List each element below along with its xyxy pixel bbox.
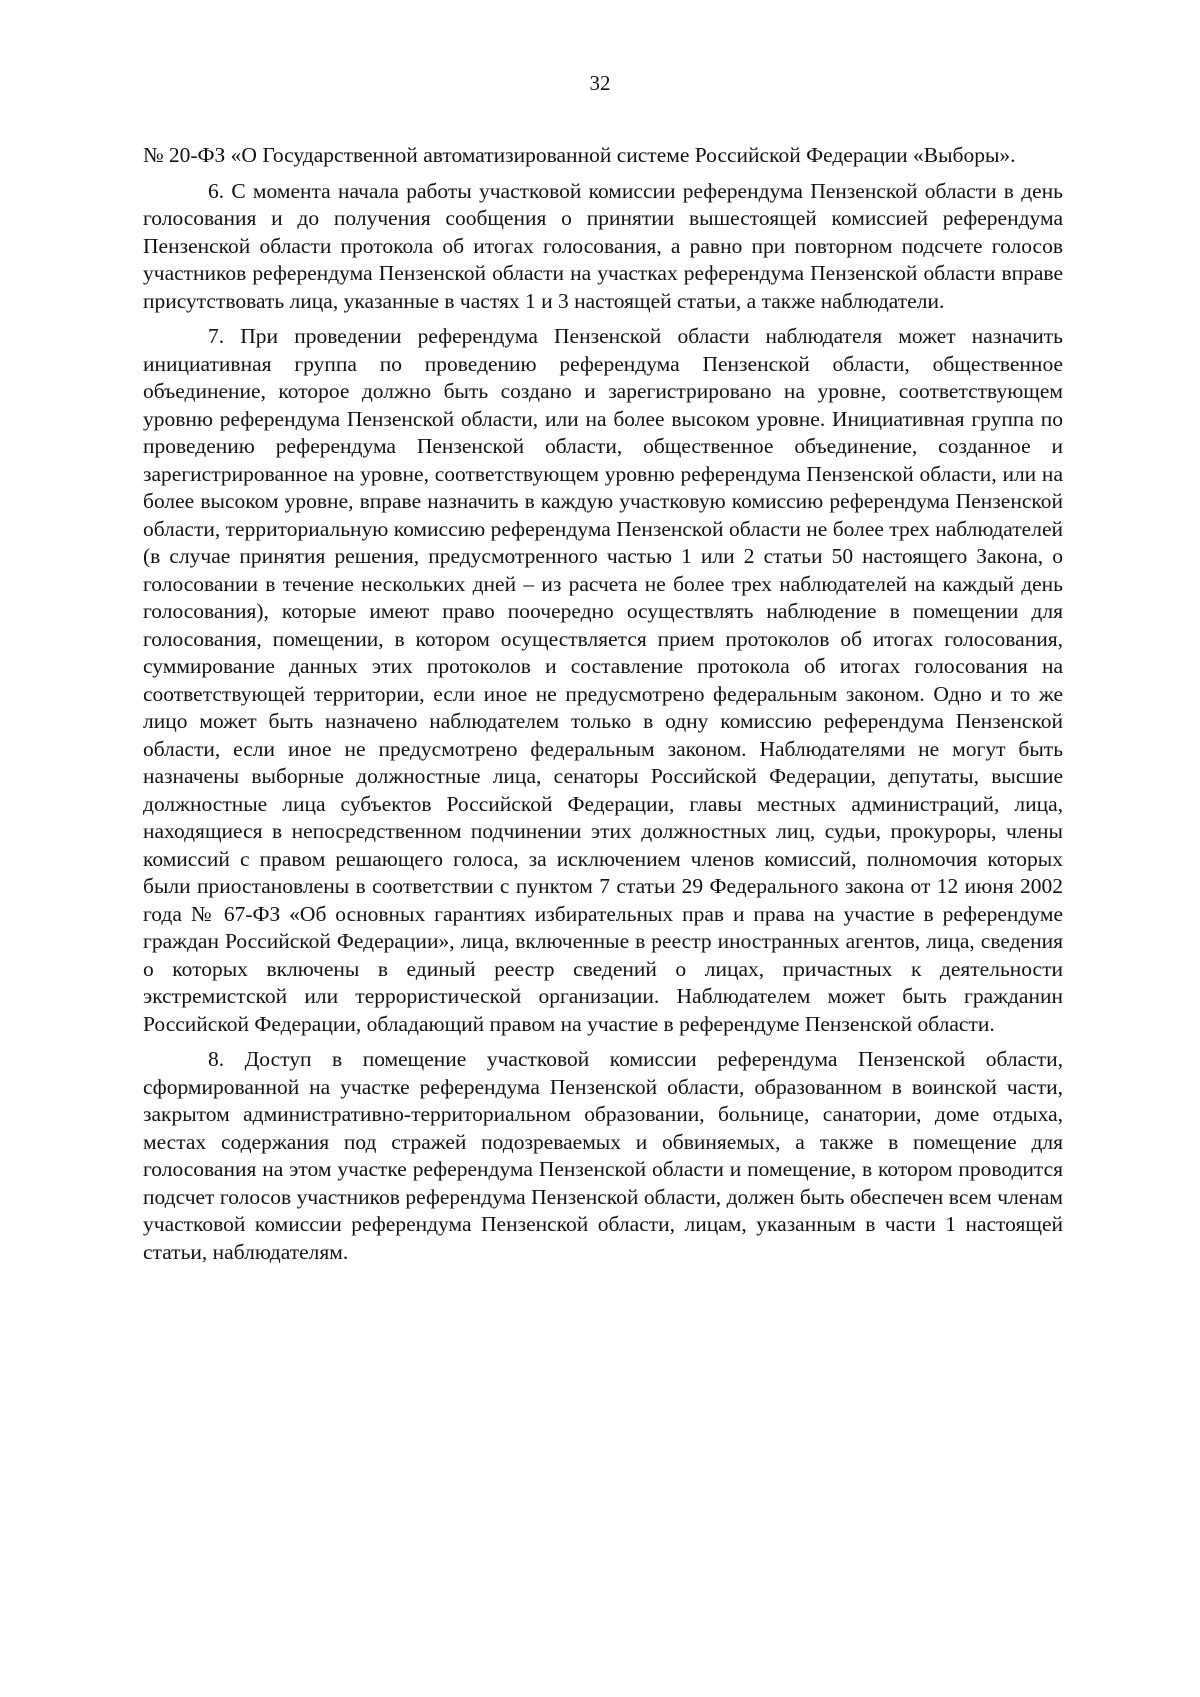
paragraph-6: 6. С момента начала работы участковой комиссии референдума Пензенской области в день голосования и до получения сообщения о принятии вышестоящей комиссией референдума Пензенской области протокола об итогах голосования, а равно при повторном подсчете голосов участников референдума Пензенской области на участках референдума Пензенской области вправе присутствовать лица, указанные в частях 1 и 3 настоящей статьи, а также наблюдатели.	[143, 178, 1063, 313]
paragraph-continuation: № 20-ФЗ «О Государственной автоматизированной системе Российской Федерации «Выборы».	[143, 143, 1016, 167]
document-body	[143, 142, 1063, 1274]
page-number: 32	[589, 71, 611, 95]
paragraph-7: 7. При проведении референдума Пензенской области наблюдателя может назначить инициативная группа по проведению референдума Пензенской области, общественное объединение, которое должно быть создано и зарегистрировано на уровне, соответствующем уровню референдума Пензенской области, или на более высоком уровне. Инициативная группа по проведению референдума Пензенской области, общественное объединение, созданное и зарегистрированное на уровне, соответствующем уровню референдума Пензенской области, или на более высоком уровне, вправе назначить в каждую участковую комиссию референдума Пензенской области, территориальную комиссию референдума Пензенской области не более трех наблюдателей (в случае принятия решения, предусмотренного частью 1 или 2 статьи 50 настоящего Закона, о голосовании в течение нескольких дней – из расчета не более трех наблюдателей на каждый день голосования), которые имеют право поочередно осуществлять наблюдение в помещении для голосования, помещении, в котором осуществляется прием протоколов об итогах голосования, суммирование данных этих протоколов и составление протокола об итогах голосования на соответствующей территории, если иное не предусмотрено федеральным законом. Одно и то же лицо может быть назначено наблюдателем только в одну комиссию референдума Пензенской области, если иное не предусмотрено федеральным законом. Наблюдателями не могут быть назначены выборные должностные лица, сенаторы Российской Федерации, депутаты, высшие должностные лица субъектов Российской Федерации, главы местных администраций, лица, находящиеся в непосредственном подчинении этих должностных лиц, судьи, прокуроры, члены комиссий с правом решающего голоса, за исключением членов комиссий, полномочия которых были приостановлены в соответствии с пунктом 7 статьи 29 Федерального закона от 12 июня 2002 года № 67-ФЗ «Об основных гарантиях избирательных прав и права на участие в референдуме граждан Российской Федерации», лица, включенные в реестр иностранных агентов, лица, сведения о которых включены в единый реестр сведений о лицах, причастных к деятельности экстремистской или террористической организации. Наблюдателем может быть гражданин Российской Федерации, обладающий правом на участие в референдуме Пензенской области.	[143, 324, 1063, 1036]
paragraph-8: 8. Доступ в помещение участковой комиссии референдума Пензенской области, сформированной на участке референдума Пензенской области, образованном в воинской части, закрытом административно-территориальном образовании, больнице, санатории, доме отдыха, местах содержания под стражей подозреваемых и обвиняемых, а также в помещение для голосования на этом участке референдума Пензенской области и помещение, в котором проводится подсчет голосов участников референдума Пензенской области, должен быть обеспечен всем членам участковой комиссии референдума Пензенской области, лицам, указанным в части 1 настоящей статьи, наблюдателям.	[143, 1047, 1063, 1264]
